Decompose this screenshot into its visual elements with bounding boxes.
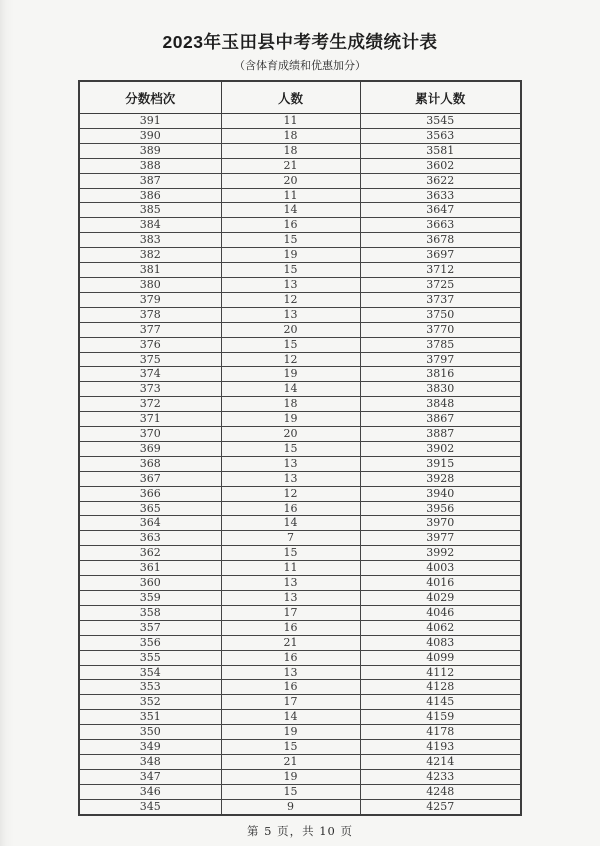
cumulative-count-cell: 3970 [360,516,521,531]
header-count: 人数 [221,81,360,114]
count-cell: 17 [221,695,360,710]
table-row [79,218,521,233]
table-row [79,725,521,740]
table-row [79,203,521,218]
cumulative-count-cell: 3785 [360,337,521,352]
score-level-cell: 348 [79,754,221,769]
table-row [79,367,521,382]
score-level-cell: 370 [79,427,221,442]
score-level-cell: 365 [79,501,221,516]
cumulative-count-cell: 3697 [360,248,521,263]
count-cell: 21 [221,754,360,769]
cumulative-count-cell: 3816 [360,367,521,382]
score-level-cell: 351 [79,710,221,725]
count-cell: 11 [221,561,360,576]
count-cell: 13 [221,277,360,292]
table-row [79,143,521,158]
page-subtitle: （含体育成绩和优惠加分） [234,60,366,72]
score-level-cell: 382 [79,248,221,263]
table-row [79,754,521,769]
cumulative-count-cell: 4257 [360,799,521,814]
table-row [79,188,521,203]
table-row [79,591,521,606]
score-level-cell: 391 [79,114,221,129]
score-level-cell: 360 [79,576,221,591]
score-level-cell: 380 [79,277,221,292]
cumulative-count-cell: 3992 [360,546,521,561]
cumulative-count-cell: 4178 [360,725,521,740]
score-table-body [79,114,521,815]
table-row [79,635,521,650]
score-level-cell: 366 [79,486,221,501]
cumulative-count-cell: 3902 [360,441,521,456]
count-cell: 19 [221,769,360,784]
header-score-level: 分数档次 [79,81,221,114]
header-row [79,81,521,114]
table-row [79,471,521,486]
cumulative-count-cell: 3915 [360,456,521,471]
score-level-cell: 378 [79,307,221,322]
cumulative-count-cell: 3867 [360,412,521,427]
cumulative-count-cell: 3647 [360,203,521,218]
table-row [79,173,521,188]
count-cell: 16 [221,680,360,695]
cumulative-count-cell: 4145 [360,695,521,710]
count-cell: 15 [221,233,360,248]
score-level-cell: 347 [79,769,221,784]
count-cell: 18 [221,397,360,412]
table-row [79,784,521,799]
cumulative-count-cell: 3830 [360,382,521,397]
score-level-cell: 387 [79,173,221,188]
score-level-cell: 374 [79,367,221,382]
cumulative-count-cell: 4248 [360,784,521,799]
count-cell: 15 [221,740,360,755]
cumulative-count-cell: 3928 [360,471,521,486]
table-row [79,546,521,561]
cumulative-count-cell: 4016 [360,576,521,591]
cumulative-count-cell: 3633 [360,188,521,203]
cumulative-count-cell: 3956 [360,501,521,516]
count-cell: 19 [221,367,360,382]
cumulative-count-cell: 4112 [360,665,521,680]
cumulative-count-cell: 3725 [360,277,521,292]
score-level-cell: 386 [79,188,221,203]
count-cell: 13 [221,471,360,486]
table-row [79,665,521,680]
count-cell: 18 [221,128,360,143]
table-row [79,441,521,456]
score-level-cell: 373 [79,382,221,397]
table-row [79,263,521,278]
cumulative-count-cell: 4193 [360,740,521,755]
score-level-cell: 384 [79,218,221,233]
score-level-cell: 379 [79,292,221,307]
table-row [79,620,521,635]
score-level-cell: 369 [79,441,221,456]
cumulative-count-cell: 3848 [360,397,521,412]
cumulative-count-cell: 3770 [360,322,521,337]
table-row [79,382,521,397]
score-level-cell: 390 [79,128,221,143]
table-row [79,740,521,755]
count-cell: 15 [221,546,360,561]
count-cell: 16 [221,650,360,665]
cumulative-count-cell: 4159 [360,710,521,725]
count-cell: 19 [221,248,360,263]
score-level-cell: 371 [79,412,221,427]
count-cell: 21 [221,158,360,173]
score-level-cell: 355 [79,650,221,665]
count-cell: 17 [221,605,360,620]
cumulative-count-cell: 4003 [360,561,521,576]
count-cell: 21 [221,635,360,650]
score-level-cell: 376 [79,337,221,352]
table-row [79,158,521,173]
cumulative-count-cell: 3712 [360,263,521,278]
count-cell: 7 [221,531,360,546]
score-level-cell: 345 [79,799,221,814]
score-level-cell: 350 [79,725,221,740]
count-cell: 15 [221,784,360,799]
score-level-cell: 357 [79,620,221,635]
count-cell: 13 [221,456,360,471]
count-cell: 16 [221,620,360,635]
count-cell: 11 [221,188,360,203]
count-cell: 15 [221,337,360,352]
cumulative-count-cell: 3750 [360,307,521,322]
count-cell: 12 [221,352,360,367]
cumulative-count-cell: 4062 [360,620,521,635]
score-level-cell: 362 [79,546,221,561]
cumulative-count-cell: 3563 [360,128,521,143]
score-level-cell: 367 [79,471,221,486]
table-row [79,501,521,516]
score-level-cell: 352 [79,695,221,710]
cumulative-count-cell: 4099 [360,650,521,665]
count-cell: 13 [221,591,360,606]
cumulative-count-cell: 4233 [360,769,521,784]
table-row [79,412,521,427]
cumulative-count-cell: 3797 [360,352,521,367]
count-cell: 20 [221,173,360,188]
table-row [79,352,521,367]
cumulative-count-cell: 3581 [360,143,521,158]
cumulative-count-cell: 4083 [360,635,521,650]
table-row [79,650,521,665]
score-level-cell: 358 [79,605,221,620]
cumulative-count-cell: 3622 [360,173,521,188]
count-cell: 18 [221,143,360,158]
count-cell: 11 [221,114,360,129]
score-level-cell: 381 [79,263,221,278]
count-cell: 13 [221,307,360,322]
cumulative-count-cell: 3977 [360,531,521,546]
table-row [79,277,521,292]
table-row [79,114,521,129]
count-cell: 14 [221,382,360,397]
score-level-cell: 354 [79,665,221,680]
score-level-cell: 383 [79,233,221,248]
table-row [79,427,521,442]
table-row [79,456,521,471]
table-row [79,292,521,307]
cumulative-count-cell: 3545 [360,114,521,129]
count-cell: 19 [221,725,360,740]
cumulative-count-cell: 4029 [360,591,521,606]
score-table [78,80,522,816]
count-cell: 20 [221,427,360,442]
score-level-cell: 377 [79,322,221,337]
score-level-cell: 375 [79,352,221,367]
table-row [79,680,521,695]
table-row [79,576,521,591]
cumulative-count-cell: 3678 [360,233,521,248]
table-row [79,322,521,337]
cumulative-count-cell: 3602 [360,158,521,173]
count-cell: 14 [221,710,360,725]
score-level-cell: 359 [79,591,221,606]
score-level-cell: 346 [79,784,221,799]
score-level-cell: 372 [79,397,221,412]
score-level-cell: 389 [79,143,221,158]
table-row [79,233,521,248]
table-row [79,561,521,576]
table-row [79,710,521,725]
table-row [79,605,521,620]
score-level-cell: 385 [79,203,221,218]
table-row [79,128,521,143]
cumulative-count-cell: 3663 [360,218,521,233]
count-cell: 14 [221,203,360,218]
table-row [79,516,521,531]
count-cell: 15 [221,441,360,456]
cumulative-count-cell: 4046 [360,605,521,620]
header-cumulative-count: 累计人数 [360,81,521,114]
cumulative-count-cell: 4128 [360,680,521,695]
count-cell: 15 [221,263,360,278]
score-level-cell: 353 [79,680,221,695]
table-row [79,799,521,814]
count-cell: 16 [221,218,360,233]
cumulative-count-cell: 3887 [360,427,521,442]
table-row [79,397,521,412]
table-row [79,769,521,784]
page-number: 第 5 页，共 10 页 [246,823,354,838]
table-row [79,486,521,501]
score-level-cell: 364 [79,516,221,531]
table-row [79,337,521,352]
score-level-cell: 349 [79,740,221,755]
table-row [79,248,521,263]
cumulative-count-cell: 4214 [360,754,521,769]
count-cell: 13 [221,576,360,591]
count-cell: 13 [221,665,360,680]
cumulative-count-cell: 3737 [360,292,521,307]
count-cell: 20 [221,322,360,337]
count-cell: 9 [221,799,360,814]
count-cell: 14 [221,516,360,531]
count-cell: 19 [221,412,360,427]
score-level-cell: 363 [79,531,221,546]
score-level-cell: 361 [79,561,221,576]
page-title: 2023年玉田县中考考生成绩统计表 [162,32,438,52]
table-row [79,531,521,546]
count-cell: 12 [221,486,360,501]
count-cell: 12 [221,292,360,307]
score-level-cell: 368 [79,456,221,471]
score-level-cell: 388 [79,158,221,173]
table-row [79,695,521,710]
score-level-cell: 356 [79,635,221,650]
table-row [79,307,521,322]
cumulative-count-cell: 3940 [360,486,521,501]
count-cell: 16 [221,501,360,516]
